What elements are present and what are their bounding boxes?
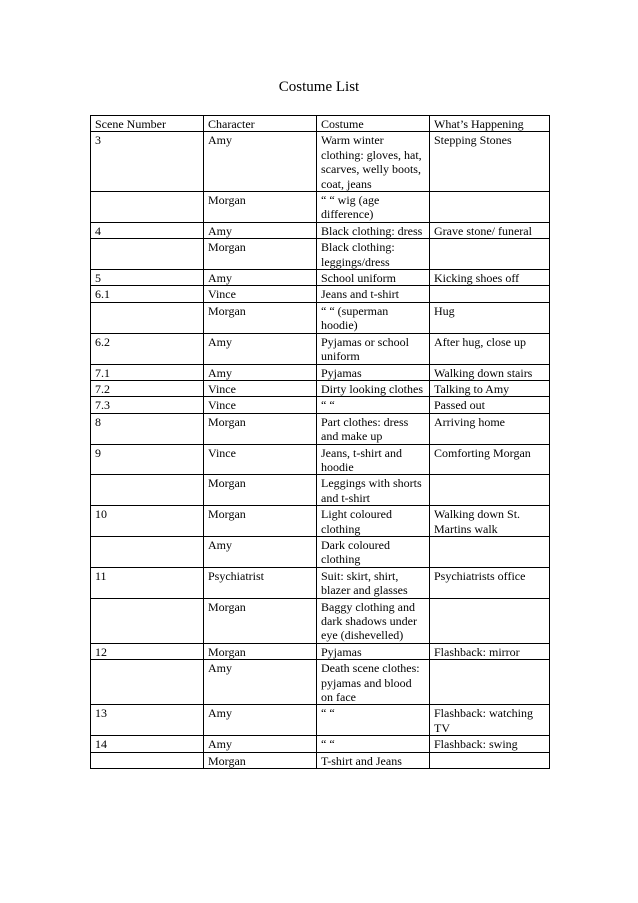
table-row xyxy=(91,475,550,506)
whats-happening-cell: After hug, close up xyxy=(430,333,550,364)
scene-number-cell: 6.2 xyxy=(91,333,204,364)
whats-happening-cell xyxy=(430,286,550,302)
scene-number-cell xyxy=(91,536,204,567)
whats-happening-cell xyxy=(430,752,550,768)
table-row xyxy=(91,132,550,192)
whats-happening-cell xyxy=(430,239,550,270)
whats-happening-cell: Grave stone/ funeral xyxy=(430,222,550,238)
character-cell: Amy xyxy=(204,536,317,567)
scene-number-cell: 14 xyxy=(91,736,204,752)
whats-happening-cell: Hug xyxy=(430,302,550,333)
whats-happening-cell: Arriving home xyxy=(430,413,550,444)
character-cell: Amy xyxy=(204,270,317,286)
whats-happening-cell: Flashback: swing xyxy=(430,736,550,752)
whats-happening-cell xyxy=(430,598,550,643)
scene-number-cell: 7.3 xyxy=(91,397,204,413)
scene-number-cell: 12 xyxy=(91,643,204,659)
scene-number-cell: 9 xyxy=(91,444,204,475)
costume-cell: Leggings with shorts and t-shirt xyxy=(317,475,430,506)
costume-cell: Pyjamas xyxy=(317,364,430,380)
character-cell: Amy xyxy=(204,736,317,752)
table-row xyxy=(91,222,550,238)
scene-number-cell: 6.1 xyxy=(91,286,204,302)
scene-number-cell: 5 xyxy=(91,270,204,286)
scene-number-cell: 11 xyxy=(91,567,204,598)
scene-number-cell: 3 xyxy=(91,132,204,192)
character-cell: Amy xyxy=(204,364,317,380)
character-cell: Amy xyxy=(204,333,317,364)
costume-cell: Jeans, t-shirt and hoodie xyxy=(317,444,430,475)
table-row xyxy=(91,270,550,286)
character-cell: Morgan xyxy=(204,752,317,768)
table-row xyxy=(91,660,550,705)
whats-happening-cell: Psychiatrists office xyxy=(430,567,550,598)
costume-cell: “ “ wig (age difference) xyxy=(317,192,430,223)
character-cell: Vince xyxy=(204,397,317,413)
table-row xyxy=(91,736,550,752)
whats-happening-cell: Walking down St. Martins walk xyxy=(430,506,550,537)
costume-cell: Warm winter clothing: gloves, hat, scarves, welly boots, coat, jeans xyxy=(317,132,430,192)
costume-cell: Dirty looking clothes xyxy=(317,380,430,396)
scene-number-cell xyxy=(91,475,204,506)
costume-cell: “ “ xyxy=(317,736,430,752)
table-row xyxy=(91,567,550,598)
whats-happening-cell: Kicking shoes off xyxy=(430,270,550,286)
scene-number-cell xyxy=(91,752,204,768)
character-cell: Vince xyxy=(204,286,317,302)
header-costume: Costume xyxy=(317,116,430,132)
table-row xyxy=(91,380,550,396)
costume-cell: Light coloured clothing xyxy=(317,506,430,537)
character-cell: Vince xyxy=(204,444,317,475)
costume-cell: Part clothes: dress and make up xyxy=(317,413,430,444)
table-row xyxy=(91,444,550,475)
character-cell: Morgan xyxy=(204,239,317,270)
table-row xyxy=(91,239,550,270)
costume-cell: Black clothing: dress xyxy=(317,222,430,238)
scene-number-cell: 7.1 xyxy=(91,364,204,380)
scene-number-cell xyxy=(91,192,204,223)
costume-cell: “ “ (superman hoodie) xyxy=(317,302,430,333)
table-header-row xyxy=(91,116,550,132)
table-row xyxy=(91,598,550,643)
whats-happening-cell: Comforting Morgan xyxy=(430,444,550,475)
whats-happening-cell: Flashback: watching TV xyxy=(430,705,550,736)
table-row xyxy=(91,506,550,537)
table-row xyxy=(91,364,550,380)
scene-number-cell xyxy=(91,660,204,705)
character-cell: Morgan xyxy=(204,302,317,333)
character-cell: Amy xyxy=(204,660,317,705)
character-cell: Amy xyxy=(204,222,317,238)
costume-cell: Suit: skirt, shirt, blazer and glasses xyxy=(317,567,430,598)
character-cell: Morgan xyxy=(204,413,317,444)
table-row xyxy=(91,333,550,364)
costume-cell: Baggy clothing and dark shadows under eye (dishevelled) xyxy=(317,598,430,643)
character-cell: Amy xyxy=(204,705,317,736)
costume-cell: Pyjamas xyxy=(317,643,430,659)
scene-number-cell: 10 xyxy=(91,506,204,537)
header-scene-number: Scene Number xyxy=(91,116,204,132)
costume-cell: T-shirt and Jeans xyxy=(317,752,430,768)
table-row xyxy=(91,192,550,223)
header-whats-happening: What’s Happening xyxy=(430,116,550,132)
table-row xyxy=(91,643,550,659)
costume-cell: Jeans and t-shirt xyxy=(317,286,430,302)
character-cell: Morgan xyxy=(204,598,317,643)
costume-cell: “ “ xyxy=(317,705,430,736)
character-cell: Amy xyxy=(204,132,317,192)
costume-table xyxy=(90,115,550,769)
costume-cell: “ “ xyxy=(317,397,430,413)
whats-happening-cell: Passed out xyxy=(430,397,550,413)
whats-happening-cell: Stepping Stones xyxy=(430,132,550,192)
table-row xyxy=(91,286,550,302)
scene-number-cell: 7.2 xyxy=(91,380,204,396)
whats-happening-cell xyxy=(430,660,550,705)
character-cell: Vince xyxy=(204,380,317,396)
costume-cell: Pyjamas or school uniform xyxy=(317,333,430,364)
table-row xyxy=(91,413,550,444)
scene-number-cell xyxy=(91,598,204,643)
table-row xyxy=(91,705,550,736)
page-title: Costume List xyxy=(278,79,360,95)
character-cell: Psychiatrist xyxy=(204,567,317,598)
character-cell: Morgan xyxy=(204,506,317,537)
costume-cell: School uniform xyxy=(317,270,430,286)
whats-happening-cell: Talking to Amy xyxy=(430,380,550,396)
costume-cell: Dark coloured clothing xyxy=(317,536,430,567)
costume-cell: Death scene clothes: pyjamas and blood on face xyxy=(317,660,430,705)
whats-happening-cell: Walking down stairs xyxy=(430,364,550,380)
whats-happening-cell: Flashback: mirror xyxy=(430,643,550,659)
table-row xyxy=(91,302,550,333)
costume-cell: Black clothing: leggings/dress xyxy=(317,239,430,270)
scene-number-cell: 8 xyxy=(91,413,204,444)
table-row xyxy=(91,397,550,413)
character-cell: Morgan xyxy=(204,475,317,506)
whats-happening-cell xyxy=(430,192,550,223)
scene-number-cell xyxy=(91,302,204,333)
scene-number-cell: 13 xyxy=(91,705,204,736)
scene-number-cell: 4 xyxy=(91,222,204,238)
header-character: Character xyxy=(204,116,317,132)
table-row xyxy=(91,752,550,768)
table-row xyxy=(91,536,550,567)
character-cell: Morgan xyxy=(204,643,317,659)
whats-happening-cell xyxy=(430,475,550,506)
character-cell: Morgan xyxy=(204,192,317,223)
scene-number-cell xyxy=(91,239,204,270)
whats-happening-cell xyxy=(430,536,550,567)
